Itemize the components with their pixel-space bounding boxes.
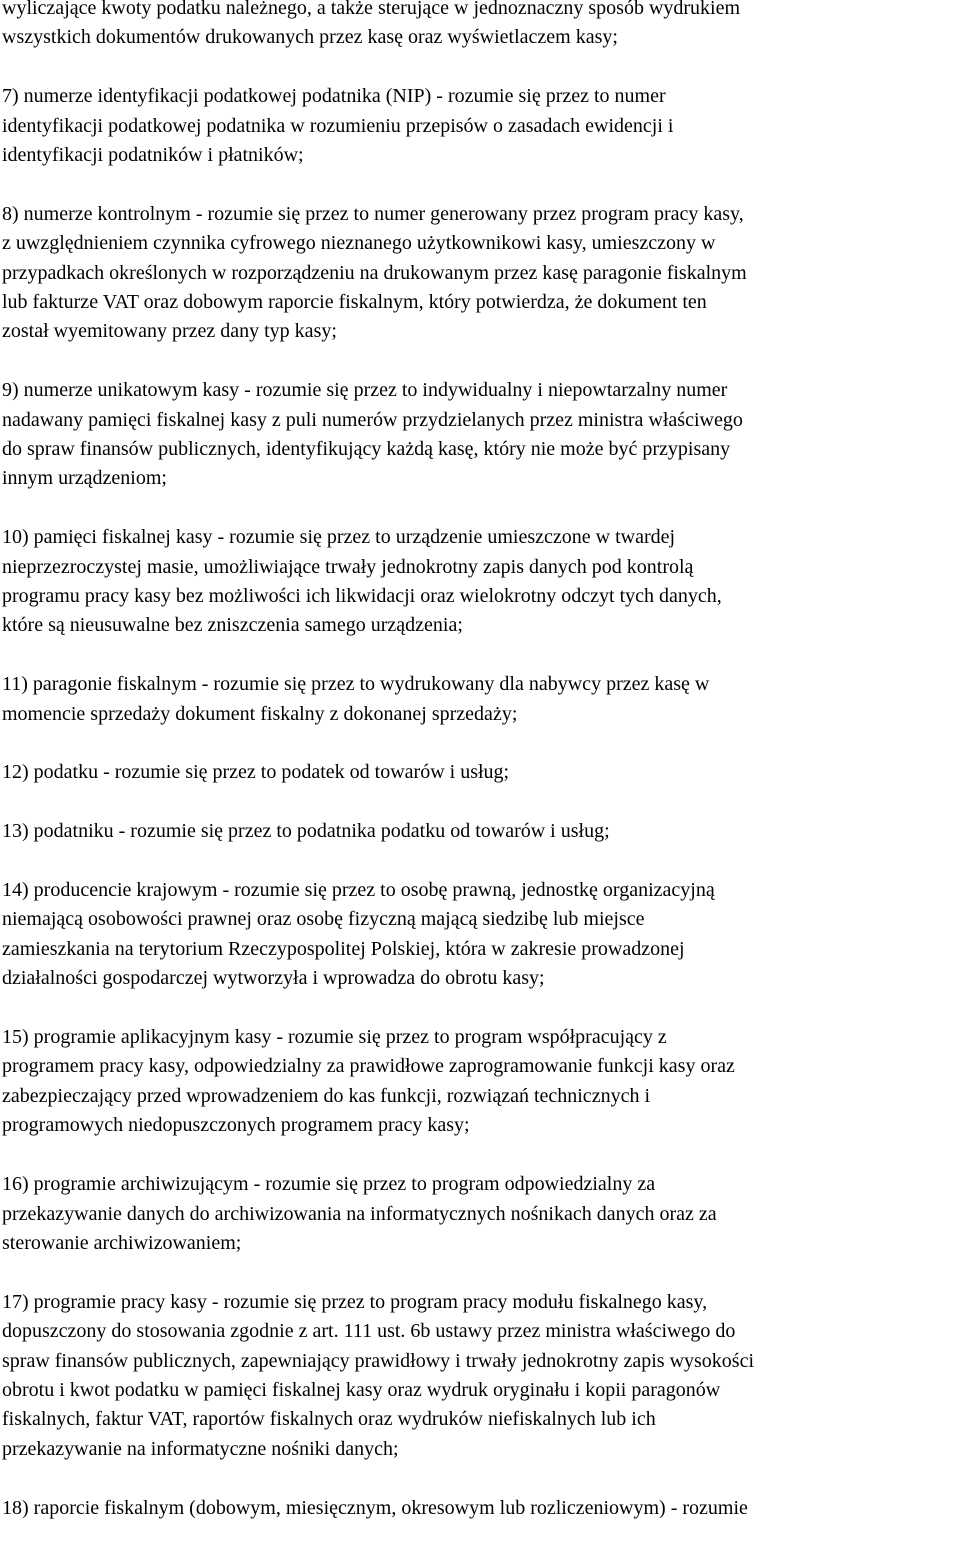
text-line: przekazywanie danych do archiwizowania na informatycznych nośnikach danych oraz za <box>2 1202 717 1225</box>
text-line: lub fakturze VAT oraz dobowym raporcie fiskalnym, który potwierdza, że dokument ten <box>2 291 707 314</box>
document-page <box>2 0 960 1552</box>
text-line: 16) programie archiwizującym - rozumie się przez to program odpowiedzialny za <box>2 1173 656 1196</box>
paragraph-item-8 <box>2 200 960 347</box>
paragraph-item-18 <box>2 1494 960 1523</box>
text-line: przypadkach określonych w rozporządzeniu na drukowanym przez kasę paragonie fiskalnym <box>2 261 747 284</box>
text-line: identyfikacji podatkowej podatnika w rozumieniu przepisów o zasadach ewidencji i <box>2 114 674 137</box>
text-line: nadawany pamięci fiskalnej kasy z puli numerów przydzielanych przez ministra właściwego <box>2 408 743 431</box>
text-line: 14) producencie krajowym - rozumie się przez to osobę prawną, jednostkę organizacyjną <box>2 879 715 902</box>
text-line: zabezpieczający przed wprowadzeniem do kas funkcji, rozwiązań technicznych i <box>2 1084 650 1107</box>
paragraph-item-9 <box>2 376 960 494</box>
paragraph-continuation <box>2 0 960 53</box>
text-line: wyliczające kwoty podatku należnego, a także sterujące w jednoznaczny sposób wydrukiem <box>2 0 741 19</box>
text-line: programem pracy kasy, odpowiedzialny za prawidłowe zaprogramowanie funkcji kasy oraz <box>2 1055 735 1078</box>
text-line: zamieszkania na terytorium Rzeczypospolitej Polskiej, która w zakresie prowadzonej <box>2 937 685 960</box>
text-line: działalności gospodarczej wytworzyła i wprowadza do obrotu kasy; <box>2 967 545 990</box>
paragraph-item-17 <box>2 1288 960 1464</box>
paragraph-item-16 <box>2 1170 960 1258</box>
text-line: niemającą osobowości prawnej oraz osobę fizyczną mającą siedzibę lub miejsce <box>2 908 645 931</box>
text-line: 15) programie aplikacyjnym kasy - rozumie się przez to program współpracujący z <box>2 1026 667 1049</box>
text-line: 11) paragonie fiskalnym - rozumie się przez to wydrukowany dla nabywcy przez kasę w <box>2 673 710 696</box>
text-line: momencie sprzedaży dokument fiskalny z dokonanej sprzedaży; <box>2 702 518 725</box>
text-line: do spraw finansów publicznych, identyfikujący każdą kasę, który nie może być przypisany <box>2 438 731 461</box>
text-line: z uwzględnieniem czynnika cyfrowego nieznanego użytkownikowi kasy, umieszczony w <box>2 232 716 255</box>
text-line: identyfikacji podatników i płatników; <box>2 144 304 167</box>
paragraph-item-7 <box>2 82 960 170</box>
text-line: nieprzezroczystej masie, umożliwiające trwały jednokrotny zapis danych pod kontrolą <box>2 555 694 578</box>
text-line: wszystkich dokumentów drukowanych przez kasę oraz wyświetlaczem kasy; <box>2 26 618 49</box>
text-line: programowych niedopuszczonych programem pracy kasy; <box>2 1114 470 1137</box>
text-line: programu pracy kasy bez możliwości ich likwidacji oraz wielokrotny odczyt tych danych, <box>2 585 722 608</box>
paragraph-item-14 <box>2 876 960 994</box>
text-line: 8) numerze kontrolnym - rozumie się przez to numer generowany przez program pracy kasy, <box>2 202 744 225</box>
text-line: 9) numerze unikatowym kasy - rozumie się przez to indywidualny i niepowtarzalny numer <box>2 379 728 402</box>
paragraph-item-10 <box>2 523 960 641</box>
text-line: 12) podatku - rozumie się przez to podatek od towarów i usług; <box>2 761 510 784</box>
text-line: innym urządzeniom; <box>2 467 167 490</box>
text-line: został wyemitowany przez dany typ kasy; <box>2 320 337 343</box>
text-line: 13) podatniku - rozumie się przez to podatnika podatku od towarów i usług; <box>2 820 610 843</box>
text-line: 18) raporcie fiskalnym (dobowym, miesięcznym, okresowym lub rozliczeniowym) - rozumie <box>2 1496 748 1519</box>
paragraph-item-13 <box>2 817 960 846</box>
text-line: które są nieusuwalne bez zniszczenia samego urządzenia; <box>2 614 463 637</box>
paragraph-item-11 <box>2 670 960 729</box>
text-line: 7) numerze identyfikacji podatkowej podatnika (NIP) - rozumie się przez to numer <box>2 85 666 108</box>
text-line: 17) programie pracy kasy - rozumie się przez to program pracy modułu fiskalnego kasy, <box>2 1290 708 1313</box>
text-line: dopuszczony do stosowania zgodnie z art. 111 ust. 6b ustawy przez ministra właściwego do <box>2 1320 736 1343</box>
text-line: przekazywanie na informatyczne nośniki danych; <box>2 1437 399 1460</box>
paragraph-item-15 <box>2 1023 960 1141</box>
text-line: fiskalnych, faktur VAT, raportów fiskalnych oraz wydruków niefiskalnych lub ich <box>2 1408 656 1431</box>
paragraph-item-12 <box>2 758 960 787</box>
text-line: spraw finansów publicznych, zapewniający prawidłowy i trwały jednokrotny zapis wysokości <box>2 1349 755 1372</box>
text-line: obrotu i kwot podatku w pamięci fiskalnej kasy oraz wydruk oryginału i kopii paragonów <box>2 1378 721 1401</box>
text-line: sterowanie archiwizowaniem; <box>2 1231 242 1254</box>
text-line: 10) pamięci fiskalnej kasy - rozumie się przez to urządzenie umieszczone w twardej <box>2 526 676 549</box>
